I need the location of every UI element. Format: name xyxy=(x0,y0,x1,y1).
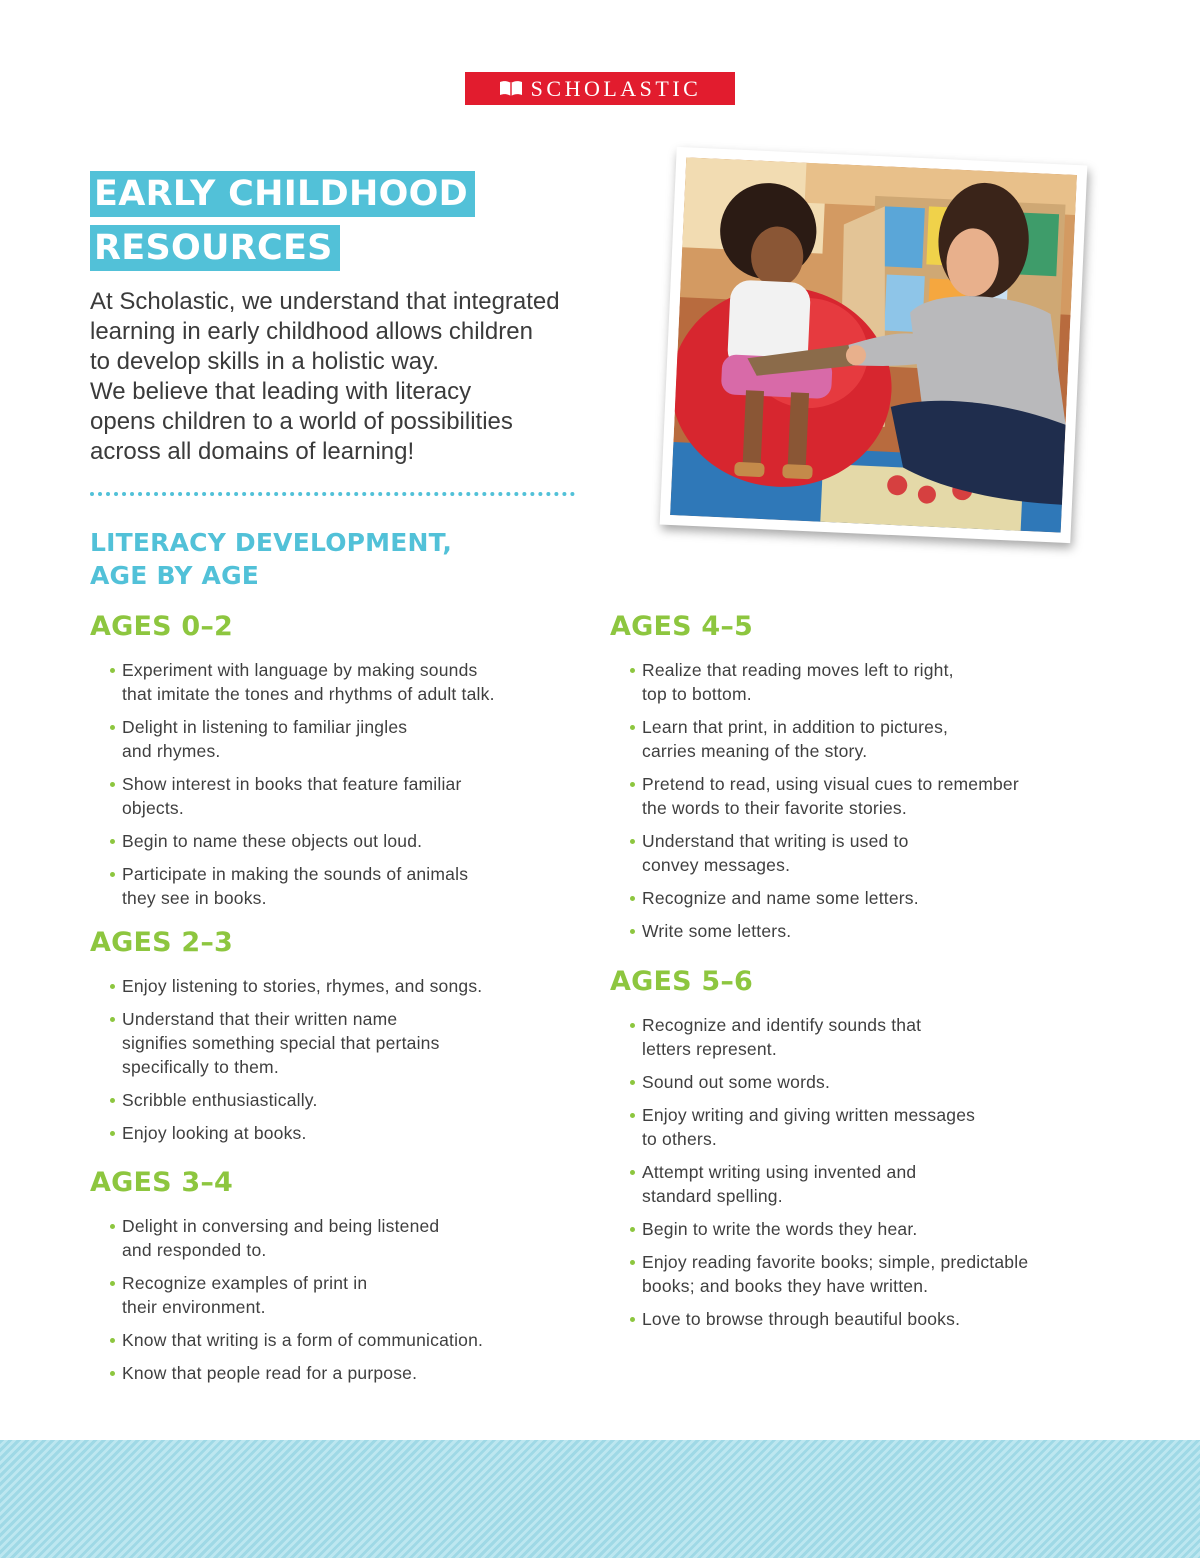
book-icon xyxy=(499,80,523,97)
list-item: Understand that writing is used to convey messages. xyxy=(610,829,1110,877)
list-item: Enjoy writing and giving written messages to others. xyxy=(610,1103,1110,1151)
list-item: Enjoy reading favorite books; simple, predictable books; and books they have written. xyxy=(610,1250,1110,1298)
age-heading: AGES 0–2 xyxy=(90,611,234,642)
age-heading: AGES 5–6 xyxy=(610,966,754,997)
age-heading: AGES 2–3 xyxy=(90,927,234,958)
age-block-5-6 xyxy=(610,965,1110,1340)
age-block-2-3 xyxy=(90,926,570,1154)
age-block-3-4 xyxy=(90,1166,570,1394)
list-item: Enjoy listening to stories, rhymes, and songs. xyxy=(90,974,570,998)
list-item: Pretend to read, using visual cues to remember the words to their favorite stories. xyxy=(610,772,1110,820)
list-item: Realize that reading moves left to right, top to bottom. xyxy=(610,658,1110,706)
list-item: Participate in making the sounds of animals they see in books. xyxy=(90,862,570,910)
footer-band xyxy=(0,1440,1200,1558)
list-item: Begin to name these objects out loud. xyxy=(90,829,570,853)
age-block-4-5 xyxy=(610,610,1110,952)
photo-frame xyxy=(660,147,1088,543)
list-item: Know that writing is a form of communication. xyxy=(90,1328,570,1352)
list-item: Recognize examples of print in their environment. xyxy=(90,1271,570,1319)
title-line-1: EARLY CHILDHOOD xyxy=(90,171,475,217)
list-item: Begin to write the words they hear. xyxy=(610,1217,1110,1241)
age-heading: AGES 4–5 xyxy=(610,611,754,642)
list-item: Learn that print, in addition to pictures, carries meaning of the story. xyxy=(610,715,1110,763)
scholastic-logo xyxy=(465,72,735,105)
age-heading: AGES 3–4 xyxy=(90,1167,234,1198)
list-item: Sound out some words. xyxy=(610,1070,1110,1094)
section-heading-line-1: LITERACY DEVELOPMENT, xyxy=(90,528,453,557)
list-item: Enjoy looking at books. xyxy=(90,1121,570,1145)
list-item: Show interest in books that feature familiar objects. xyxy=(90,772,570,820)
list-item: Experiment with language by making sounds that imitate the tones and rhythms of adult talk. xyxy=(90,658,570,706)
list-item: Recognize and name some letters. xyxy=(610,886,1110,910)
intro-paragraph-2: We believe that leading with literacy opens children to a world of possibilities across all domains of learning! xyxy=(90,378,513,465)
milestone-list xyxy=(90,974,570,1145)
list-item: Delight in listening to familiar jingles and rhymes. xyxy=(90,715,570,763)
section-heading xyxy=(90,526,452,592)
milestone-list xyxy=(610,658,1110,943)
intro-paragraph-1: At Scholastic, we understand that integrated learning in early childhood allows children to develop skills in a holistic way. xyxy=(90,288,560,375)
section-heading-line-2: AGE BY AGE xyxy=(90,561,260,590)
list-item: Scribble enthusiastically. xyxy=(90,1088,570,1112)
page-title xyxy=(90,171,475,271)
age-block-0-2 xyxy=(90,610,570,910)
list-item: Write some letters. xyxy=(610,919,1110,943)
list-item: Delight in conversing and being listened and responded to. xyxy=(90,1214,570,1262)
list-item: Understand that their written name signifies something special that pertains specifically to them. xyxy=(90,1007,570,1079)
title-line-2: RESOURCES xyxy=(90,225,340,271)
milestone-list xyxy=(90,658,570,910)
logo-text: SCHOLASTIC xyxy=(530,76,702,101)
classroom-reading-photo xyxy=(670,157,1077,532)
milestone-list xyxy=(90,1214,570,1385)
intro-text xyxy=(90,287,650,467)
list-item: Know that people read for a purpose. xyxy=(90,1361,570,1385)
list-item: Love to browse through beautiful books. xyxy=(610,1307,1110,1331)
list-item: Recognize and identify sounds that letters represent. xyxy=(610,1013,1110,1061)
dotted-divider xyxy=(90,492,575,496)
list-item: Attempt writing using invented and standard spelling. xyxy=(610,1160,1110,1208)
milestone-list xyxy=(610,1013,1110,1331)
